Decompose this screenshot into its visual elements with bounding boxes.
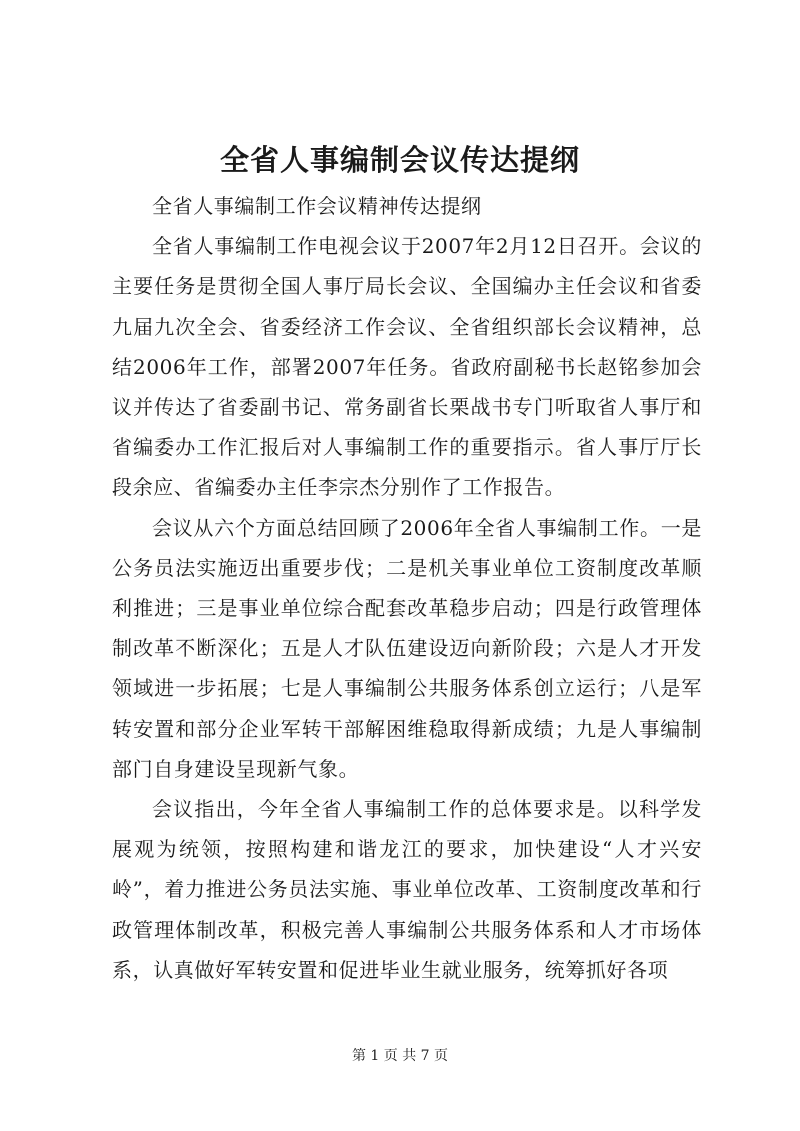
body-paragraph: 会议从六个方面总结回顾了2006年全省人事编制工作。一是公务员法实施迈出重要步伐；二是机关事业单位工资制度改革顺利推进；三是事业单位综合配套改革稳步启动；四是行政管理体制改革不断深化；五是人才队伍建设迈向新阶段；六是人才开发领域进一步拓展；七是人事编制公共服务体系创立运行；八是军转安置和部分企业军转干部解困维稳取得新成绩；九是人事编制部门自身建设呈现新气象。 xyxy=(112,515,702,781)
subtitle-paragraph: 全省人事编制工作会议精神传达提纲 xyxy=(152,194,482,218)
body-paragraph: 全省人事编制工作电视会议于2007年2月12日召开。会议的主要任务是贯彻全国人事厅局长会议、全国编办主任会议和省委九届九次全会、省委经济工作会议、全省组织部长会议精神，总结2006年工作，部署2007年任务。省政府副秘书长赵铭参加会议并传达了省委副书记、常务副省长栗战书专门听取省人事厅和省编委办工作汇报后对人事编制工作的重要指示。省人事厅厅长段余应、省编委办主任李宗杰分别作了工作报告。 xyxy=(112,234,702,500)
document-body xyxy=(112,186,702,990)
document-title: 全省人事编制会议传达提纲 xyxy=(219,143,580,177)
body-paragraph: 会议指出，今年全省人事编制工作的总体要求是。以科学发展观为统领，按照构建和谐龙江的要求，加快建设“人才兴安岭”，着力推进公务员法实施、事业单位改革、工资制度改革和行政管理体制改革，积极完善人事编制公共服务体系和人才市场体系，认真做好军转安置和促进毕业生就业服务，统筹抓好各项 xyxy=(112,797,702,982)
page-number-footer: 第 1 页 共 7 页 xyxy=(351,1048,449,1064)
